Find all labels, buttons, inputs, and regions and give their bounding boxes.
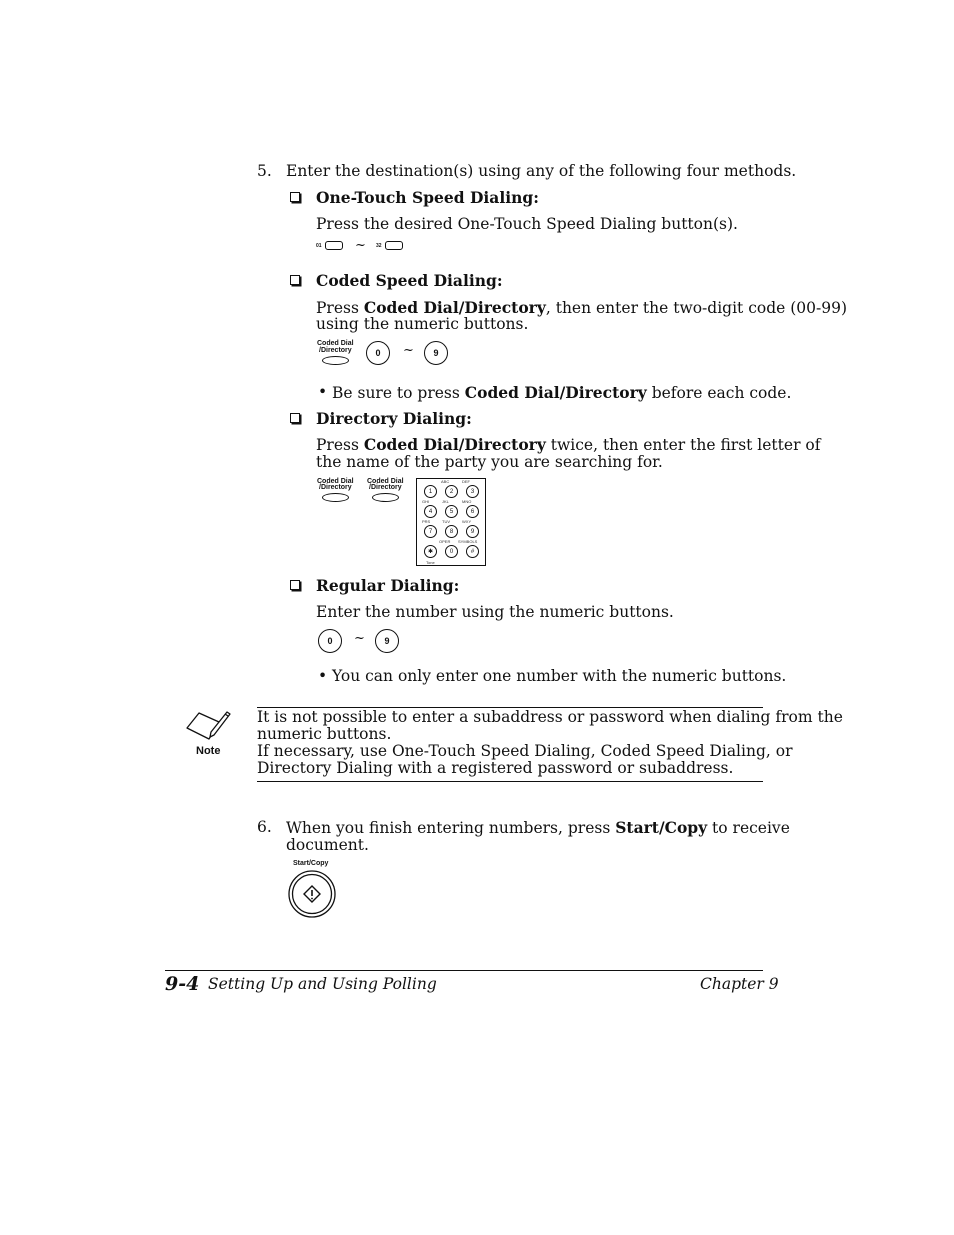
method-description-line2: the name of the party you are searching for. [316,453,663,471]
method-heading: Regular Dialing: [316,576,460,595]
bullet-icon: • [318,383,328,401]
keypad-letters: ABC [441,479,450,484]
tilde: ~ [355,238,366,253]
step-number: 6. [257,818,272,836]
step-text: Enter the destination(s) using any of the following four methods. [286,162,797,180]
note-text-line: numeric buttons. [257,725,392,743]
keypad-key: 3 [466,485,479,498]
keypad-letters: SYMBOLS [458,539,478,544]
coded-dial-label: Coded Dial [317,478,354,485]
checkbox-bullet-icon [290,413,300,423]
step-text-line2: document. [286,836,369,854]
coded-dial-label: Coded Dial [317,340,354,347]
note-bottom-rule [257,781,763,782]
footer-section-title: Setting Up and Using Polling [208,975,437,993]
keypad-key: 0 [445,545,458,558]
keypad-key: 8 [445,525,458,538]
keypad-key: 6 [466,505,479,518]
checkbox-bullet-icon [290,275,300,285]
method-heading: One-Touch Speed Dialing: [316,188,539,207]
keypad-letters: OPER [439,539,451,544]
keypad-letters: DEF [462,479,470,484]
checkbox-bullet-icon [290,192,300,202]
keypad-letters: TUV [442,519,450,524]
start-copy-label: Start/Copy [293,860,329,867]
keypad-key: 4 [424,505,437,518]
keypad-key: 7 [424,525,437,538]
tilde: ~ [403,343,414,358]
coded-dial-label: /Directory [369,484,402,491]
note-text-line: If necessary, use One-Touch Speed Dialing, Coded Speed Dialing, or [257,742,793,760]
numeric-keypad [416,478,486,566]
coded-dial-label: /Directory [319,347,352,354]
bullet-icon: • [318,667,328,685]
keypad-letters: GHI [422,499,430,504]
coded-dial-button-icon [322,493,349,502]
keypad-key: 1 [424,485,437,498]
numeric-key-icon: 9 [375,629,399,653]
coded-dial-label: Coded Dial [367,478,404,485]
checkbox-bullet-icon [290,580,300,590]
footer-chapter: Chapter 9 [700,975,779,993]
keypad-letters: MNO [462,499,472,504]
note-label: Note [196,745,221,757]
keypad-key: 2 [445,485,458,498]
footer-rule [165,970,763,971]
keypad-letters: JKL [442,499,449,504]
page-number: 9-4 [165,973,200,995]
note-text-line: Directory Dialing with a registered password or subaddress. [257,759,734,777]
method-heading: Directory Dialing: [316,409,472,428]
method-heading: Coded Speed Dialing: [316,271,503,290]
tilde: ~ [354,631,365,646]
method-description-line2: using the numeric buttons. [316,315,529,333]
method-description: Press Coded Dial/Directory, then enter the two-digit code (00-99) [316,298,848,317]
coded-dial-button-icon [372,493,399,502]
bullet-text: You can only enter one number with the numeric buttons. [332,667,787,685]
note-text-line: It is not possible to enter a subaddress or password when dialing from the [257,708,843,726]
numeric-key-icon: 0 [318,629,342,653]
one-touch-button-icon [325,241,343,250]
coded-dial-label: /Directory [319,484,352,491]
note-pencil-icon [185,708,231,744]
keypad-key: 9 [466,525,479,538]
keypad-key: # [466,545,479,558]
keypad-letters: PRS [422,519,431,524]
method-description: Press Coded Dial/Directory twice, then enter the first letter of [316,435,821,454]
one-touch-button-icon [385,241,403,250]
keypad-letters: WXY [462,519,472,524]
method-description: Enter the number using the numeric buttons. [316,603,674,621]
keypad-key: ✱ [424,545,437,558]
bullet-text: Be sure to press Coded Dial/Directory before each code. [332,383,792,402]
step-text: When you finish entering numbers, press Start/Copy to receive [286,818,790,837]
method-description: Press the desired One-Touch Speed Dialing button(s). [316,215,738,233]
start-copy-button-icon [288,870,336,918]
numeric-key-icon: 0 [366,341,390,365]
one-touch-first-label: 01 [316,243,322,249]
numeric-key-icon: 9 [424,341,448,365]
step-number: 5. [257,162,272,180]
keypad-tone-label: Tone [426,560,435,565]
one-touch-last-label: 32 [376,243,382,249]
coded-dial-button-icon [322,356,349,365]
keypad-key: 5 [445,505,458,518]
